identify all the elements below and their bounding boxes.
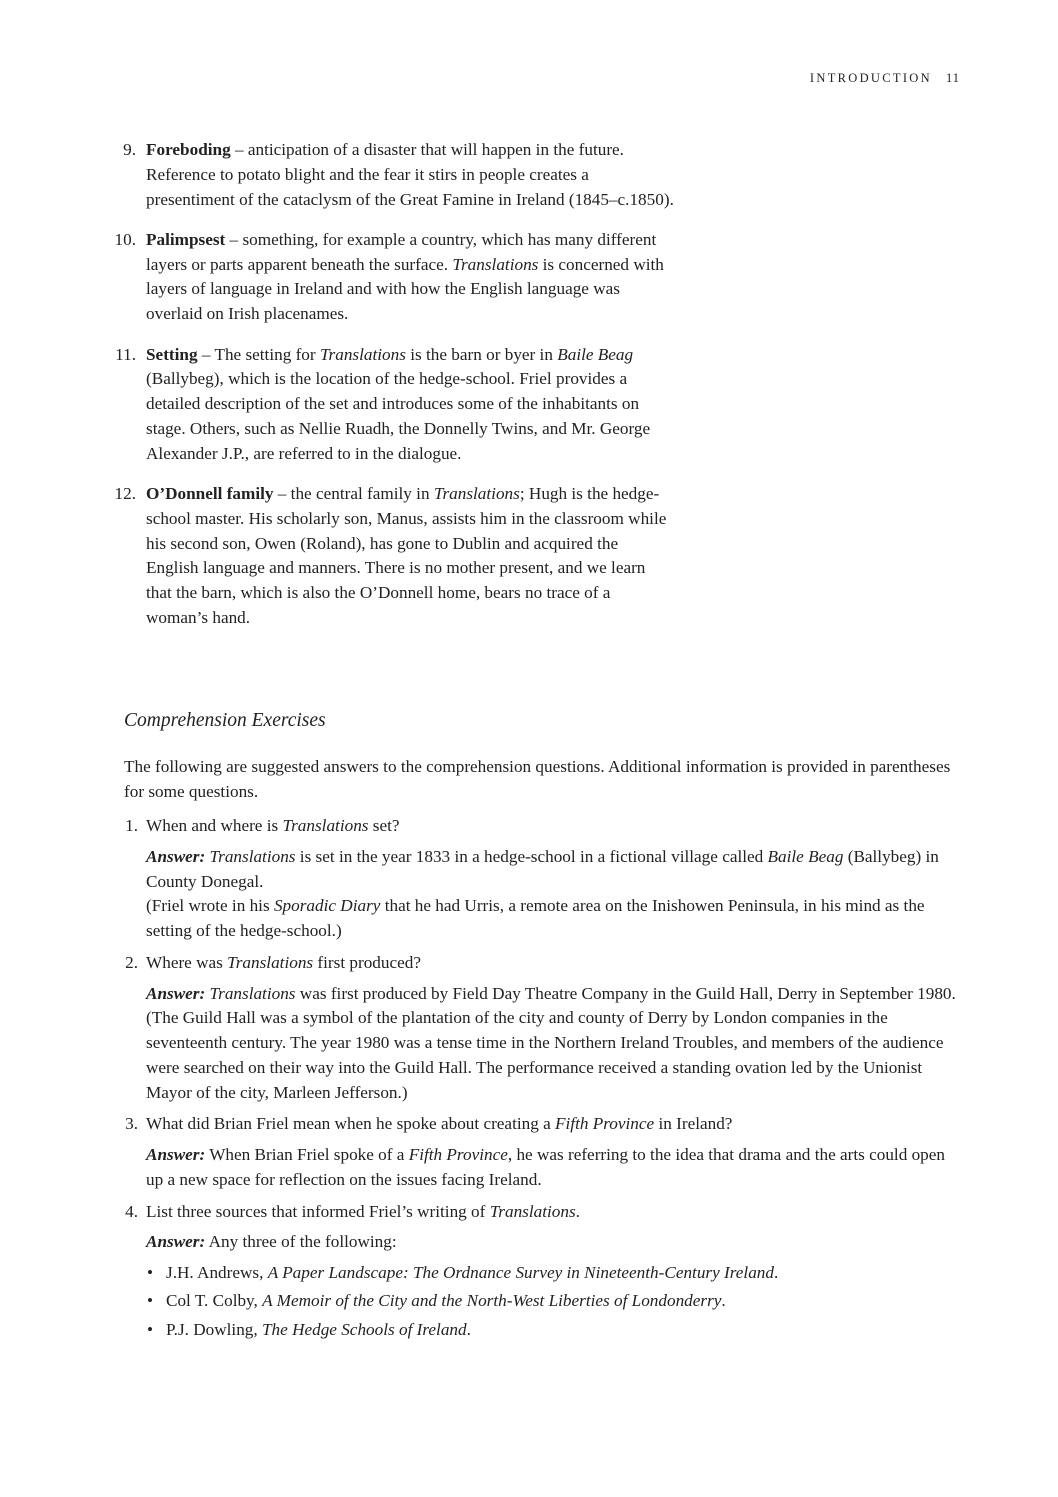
- answer-label: Answer:: [146, 846, 206, 866]
- bullet-icon: •: [147, 1263, 154, 1283]
- answer-label: Answer:: [146, 1232, 206, 1252]
- answer-note: (The Guild Hall was a symbol of the plantation of the city and county of Derry by London companies in the seventeenth century. The year 1980 was a tense time in the Northern Ireland Troubles, and members of the audience were searched on their way into the Guild Hall. The performance received a standing ovation led by the Unionist Mayor of the city, Marleen Jefferson.): [146, 1008, 944, 1102]
- running-header-title: INTRODUCTION: [809, 71, 932, 85]
- answer-label: Answer:: [146, 983, 206, 1003]
- answer-text: Answer: When Brian Friel spoke of a Fifth Province, he was referring to the idea that drama and the arts could open up a new space for reflection on the issues facing Ireland.: [146, 1145, 946, 1189]
- glossary-list: [104, 138, 674, 646]
- item-number: 12.: [114, 484, 136, 504]
- question-number: 2.: [125, 952, 138, 972]
- bullet-icon: •: [147, 1319, 154, 1339]
- work-title: A Memoir of the City and the North-West Liberties of Londonderry: [262, 1291, 722, 1311]
- source-item: • Col T. Colby, A Memoir of the City and the North-West Liberties of Londonderry.: [146, 1289, 966, 1314]
- question-text: Where was Translations first produced?: [146, 952, 421, 972]
- item-number: 9.: [123, 140, 136, 159]
- question-item: [104, 951, 966, 1106]
- place-name: Baile Beag: [557, 344, 634, 364]
- glossary-term: O’Donnell family: [146, 484, 274, 504]
- glossary-item: [104, 138, 674, 212]
- glossary-term: Foreboding: [146, 140, 231, 159]
- work-title: Translations: [319, 344, 406, 364]
- glossary-item: [104, 343, 674, 467]
- item-number: 11.: [115, 344, 136, 364]
- question-text: When and where is Translations set?: [146, 816, 400, 835]
- page-number: 11: [945, 71, 960, 85]
- bullet-icon: •: [147, 1291, 154, 1311]
- answer-text: Answer: Translations is set in the year 1833 in a hedge-school in a fictional village called Baile Beag (Ballybeg) in County Donegal.: [146, 846, 939, 891]
- glossary-term: Palimpsest: [146, 229, 226, 249]
- glossary-text: Palimpsest – something, for example a country, which has many different layers or parts apparent beneath the surface. Translations is concerned with layers of language in Ireland and with how the English language was overlaid on Irish placenames.: [146, 229, 664, 324]
- question-item: [104, 1200, 966, 1343]
- answer-note: (Friel wrote in his Sporadic Diary that he had Urris, a remote area on the Inishowen Peninsula, in his mind as the setting of the hedge-school.): [146, 896, 925, 941]
- work-title: The Hedge Schools of Ireland: [261, 1319, 467, 1339]
- source-item: • P.J. Dowling, The Hedge Schools of Ireland.: [146, 1318, 966, 1343]
- work-title: Translations: [433, 484, 520, 504]
- glossary-item: [104, 482, 674, 631]
- sources-list: [146, 1261, 966, 1342]
- glossary-text: Foreboding – anticipation of a disaster that will happen in the future. Reference to potato blight and the fear it stirs in people creates a presentiment of the cataclysm of the Great Famine in Ireland (1845–c.1850).: [146, 140, 674, 209]
- question-text: List three sources that informed Friel’s writing of Translations.: [146, 1201, 580, 1221]
- question-text: What did Brian Friel mean when he spoke about creating a Fifth Province in Ireland?: [146, 1114, 733, 1134]
- work-title: Translations: [452, 254, 539, 274]
- question-number: 1.: [125, 816, 138, 835]
- answer-text: Answer: Translations was first produced by Field Day Theatre Company in the Guild Hall, Derry in September 1980.: [146, 983, 956, 1003]
- question-number: 4.: [125, 1201, 138, 1221]
- intro-paragraph: The following are suggested answers to the comprehension questions. Additional information is provided in parentheses for some questions.: [124, 757, 951, 801]
- question-item: [104, 814, 966, 944]
- source-item: • J.H. Andrews, A Paper Landscape: The Ordnance Survey in Nineteenth-Century Ireland.: [146, 1261, 966, 1286]
- question-number: 3.: [125, 1114, 138, 1134]
- glossary-text: O’Donnell family – the central family in Translations; Hugh is the hedge-school master. His scholarly son, Manus, assists him in the classroom while his second son, Owen (Roland), has gone to Dublin and acquired the English language and manners. There is no mother present, and we learn that the barn, which is also the O’Donnell home, bears no trace of a woman’s hand.: [146, 484, 667, 628]
- item-number: 10.: [114, 229, 136, 249]
- glossary-text: Setting – The setting for Translations is the barn or byer in Baile Beag (Ballybeg), which is the location of the hedge-school. Friel provides a detailed description of the set and introduces some of the inhabitants on stage. Others, such as Nellie Ruadh, the Donnelly Twins, and Mr. George Alexander J.P., are referred to in the dialogue.: [146, 344, 651, 463]
- answer-text: Answer: Any three of the following:: [146, 1232, 397, 1252]
- section-heading: Comprehension Exercises: [124, 710, 326, 731]
- work-title: A Paper Landscape: The Ordnance Survey in Nineteenth-Century Ireland: [267, 1263, 774, 1283]
- running-header: [770, 66, 960, 91]
- glossary-term: Setting: [146, 344, 198, 364]
- answer-label: Answer:: [146, 1145, 206, 1165]
- glossary-item: [104, 228, 674, 327]
- question-list: [104, 814, 966, 1349]
- question-item: [104, 1112, 966, 1192]
